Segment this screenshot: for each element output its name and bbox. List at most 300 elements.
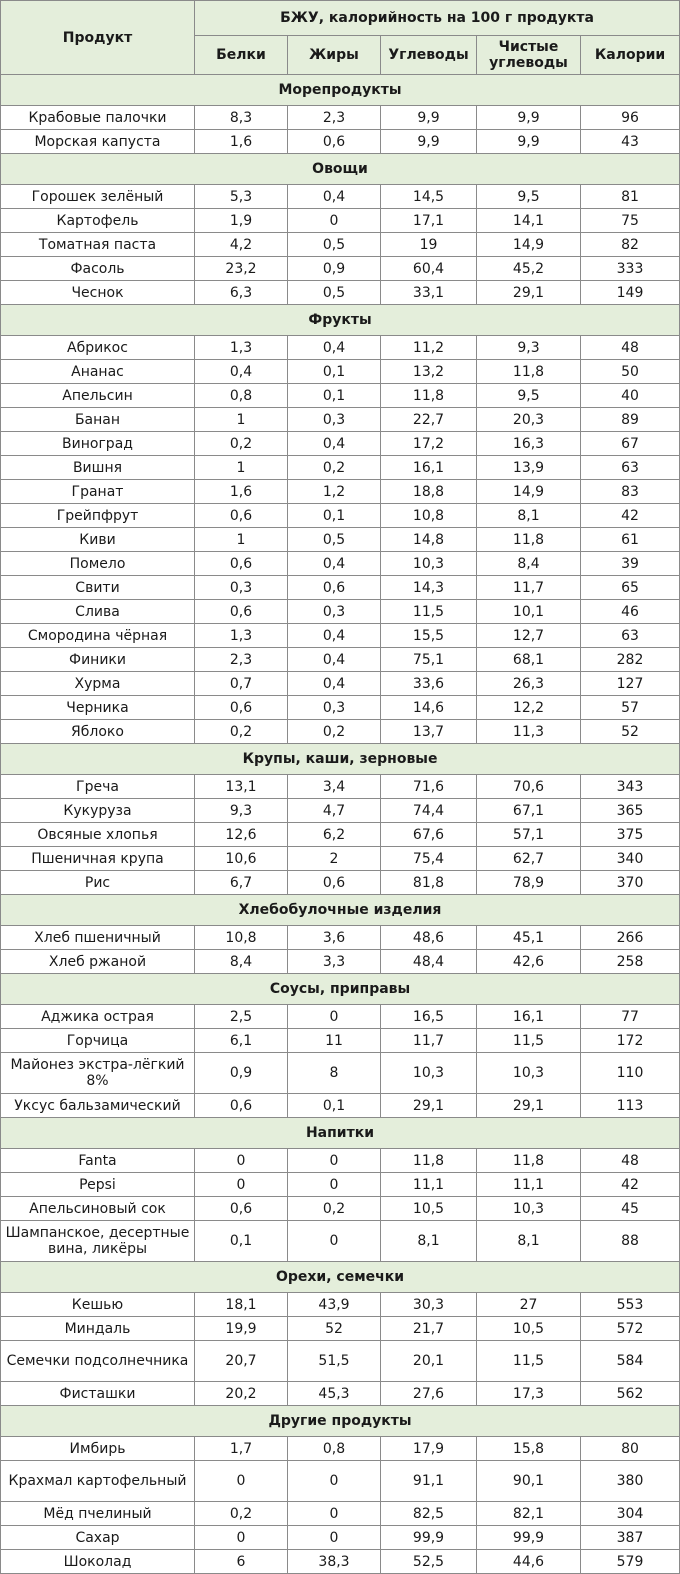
table-row [1,257,680,281]
net-carbs-cell: 62,7 [477,847,581,871]
section-row [1,974,680,1005]
carbs-cell: 16,1 [381,456,477,480]
protein-cell: 9,3 [195,799,288,823]
carbs-cell: 15,5 [381,624,477,648]
product-name-cell: Греча [1,775,195,799]
carbs-cell: 16,5 [381,1005,477,1029]
table-row [1,1341,680,1382]
carbs-cell: 22,7 [381,408,477,432]
fat-cell: 6,2 [288,823,381,847]
fat-cell: 0,3 [288,696,381,720]
carbs-cell: 8,1 [381,1221,477,1262]
calories-cell: 81 [581,185,680,209]
product-name-cell: Хлеб пшеничный [1,926,195,950]
protein-cell: 1,3 [195,624,288,648]
header-net-carbs: Чистые углеводы [477,36,581,75]
protein-cell: 0,7 [195,672,288,696]
calories-cell: 63 [581,624,680,648]
net-carbs-cell: 14,1 [477,209,581,233]
fat-cell: 0,4 [288,432,381,456]
net-carbs-cell: 29,1 [477,1094,581,1118]
protein-cell: 8,3 [195,106,288,130]
product-name-cell: Pepsi [1,1173,195,1197]
carbs-cell: 17,2 [381,432,477,456]
calories-cell: 42 [581,1173,680,1197]
product-name-cell: Смородина чёрная [1,624,195,648]
product-name-cell: Банан [1,408,195,432]
product-name-cell: Гранат [1,480,195,504]
fat-cell: 0,1 [288,1094,381,1118]
fat-cell: 51,5 [288,1341,381,1382]
calories-cell: 375 [581,823,680,847]
table-row [1,480,680,504]
calories-cell: 89 [581,408,680,432]
fat-cell: 3,4 [288,775,381,799]
net-carbs-cell: 68,1 [477,648,581,672]
protein-cell: 10,6 [195,847,288,871]
table-row [1,185,680,209]
fat-cell: 0,5 [288,281,381,305]
header-product: Продукт [1,1,195,75]
carbs-cell: 11,7 [381,1029,477,1053]
calories-cell: 304 [581,1502,680,1526]
net-carbs-cell: 12,2 [477,696,581,720]
product-name-cell: Томатная паста [1,233,195,257]
net-carbs-cell: 29,1 [477,281,581,305]
fat-cell: 38,3 [288,1550,381,1574]
protein-cell: 6,1 [195,1029,288,1053]
calories-cell: 46 [581,600,680,624]
calories-cell: 83 [581,480,680,504]
carbs-cell: 52,5 [381,1550,477,1574]
calories-cell: 67 [581,432,680,456]
product-name-cell: Крахмал картофельный [1,1461,195,1502]
net-carbs-cell: 11,8 [477,528,581,552]
carbs-cell: 10,3 [381,1053,477,1094]
protein-cell: 6,7 [195,871,288,895]
net-carbs-cell: 16,3 [477,432,581,456]
protein-cell: 0,2 [195,432,288,456]
section-row [1,1262,680,1293]
fat-cell: 0,5 [288,233,381,257]
product-name-cell: Виноград [1,432,195,456]
section-title: Овощи [1,154,680,185]
protein-cell: 0 [195,1173,288,1197]
net-carbs-cell: 11,1 [477,1173,581,1197]
carbs-cell: 60,4 [381,257,477,281]
fat-cell: 0,6 [288,130,381,154]
table-row [1,233,680,257]
fat-cell: 8 [288,1053,381,1094]
protein-cell: 10,8 [195,926,288,950]
carbs-cell: 13,2 [381,360,477,384]
net-carbs-cell: 27 [477,1293,581,1317]
protein-cell: 18,1 [195,1293,288,1317]
carbs-cell: 10,5 [381,1197,477,1221]
product-name-cell: Апельсин [1,384,195,408]
net-carbs-cell: 67,1 [477,799,581,823]
calories-cell: 340 [581,847,680,871]
calories-cell: 96 [581,106,680,130]
protein-cell: 12,6 [195,823,288,847]
fat-cell: 45,3 [288,1382,381,1406]
calories-cell: 45 [581,1197,680,1221]
carbs-cell: 14,3 [381,576,477,600]
table-row [1,1437,680,1461]
calories-cell: 579 [581,1550,680,1574]
protein-cell: 0,1 [195,1221,288,1262]
protein-cell: 19,9 [195,1317,288,1341]
net-carbs-cell: 9,9 [477,130,581,154]
product-name-cell: Яблоко [1,720,195,744]
table-row [1,432,680,456]
protein-cell: 13,1 [195,775,288,799]
fat-cell: 0 [288,1149,381,1173]
fat-cell: 2,3 [288,106,381,130]
product-name-cell: Мёд пчелиный [1,1502,195,1526]
protein-cell: 0 [195,1526,288,1550]
carbs-cell: 10,8 [381,504,477,528]
carbs-cell: 11,5 [381,600,477,624]
protein-cell: 0,6 [195,600,288,624]
protein-cell: 6 [195,1550,288,1574]
carbs-cell: 14,6 [381,696,477,720]
section-row [1,154,680,185]
calories-cell: 553 [581,1293,680,1317]
fat-cell: 0,8 [288,1437,381,1461]
protein-cell: 1,6 [195,130,288,154]
calories-cell: 584 [581,1341,680,1382]
carbs-cell: 19 [381,233,477,257]
net-carbs-cell: 12,7 [477,624,581,648]
product-name-cell: Ананас [1,360,195,384]
net-carbs-cell: 13,9 [477,456,581,480]
product-name-cell: Крабовые палочки [1,106,195,130]
table-row [1,1293,680,1317]
fat-cell: 0 [288,1461,381,1502]
table-row [1,281,680,305]
table-row [1,384,680,408]
product-name-cell: Fanta [1,1149,195,1173]
net-carbs-cell: 15,8 [477,1437,581,1461]
net-carbs-cell: 9,3 [477,336,581,360]
carbs-cell: 48,6 [381,926,477,950]
table-row [1,1317,680,1341]
table-row [1,1550,680,1574]
table-row [1,528,680,552]
product-name-cell: Рис [1,871,195,895]
product-name-cell: Киви [1,528,195,552]
net-carbs-cell: 8,4 [477,552,581,576]
protein-cell: 4,2 [195,233,288,257]
table-row [1,360,680,384]
table-row [1,600,680,624]
protein-cell: 0,6 [195,552,288,576]
fat-cell: 2 [288,847,381,871]
table-row [1,1094,680,1118]
header-group: БЖУ, калорийность на 100 г продукта [195,1,680,36]
table-row [1,1005,680,1029]
calories-cell: 42 [581,504,680,528]
table-row [1,576,680,600]
table-row [1,775,680,799]
table-row [1,504,680,528]
section-title: Крупы, каши, зерновые [1,744,680,775]
table-row [1,1053,680,1094]
table-row [1,1526,680,1550]
product-name-cell: Хлеб ржаной [1,950,195,974]
calories-cell: 380 [581,1461,680,1502]
protein-cell: 0,6 [195,696,288,720]
table-row [1,799,680,823]
net-carbs-cell: 42,6 [477,950,581,974]
protein-cell: 0,2 [195,720,288,744]
fat-cell: 0,3 [288,408,381,432]
calories-cell: 75 [581,209,680,233]
table-row [1,648,680,672]
carbs-cell: 33,1 [381,281,477,305]
table-row [1,672,680,696]
net-carbs-cell: 8,1 [477,1221,581,1262]
protein-cell: 0,3 [195,576,288,600]
table-row [1,408,680,432]
table-row [1,823,680,847]
protein-cell: 0,2 [195,1502,288,1526]
header-calories: Калории [581,36,680,75]
product-name-cell: Хурма [1,672,195,696]
product-name-cell: Черника [1,696,195,720]
table-row [1,926,680,950]
section-title: Другие продукты [1,1406,680,1437]
table-row [1,1173,680,1197]
fat-cell: 0 [288,209,381,233]
protein-cell: 0,8 [195,384,288,408]
fat-cell: 0,4 [288,552,381,576]
table-row [1,1502,680,1526]
header-carbs: Углеводы [381,36,477,75]
table-row [1,720,680,744]
carbs-cell: 27,6 [381,1382,477,1406]
product-name-cell: Апельсиновый сок [1,1197,195,1221]
product-name-cell: Свити [1,576,195,600]
table-row [1,624,680,648]
protein-cell: 20,2 [195,1382,288,1406]
section-title: Напитки [1,1118,680,1149]
product-name-cell: Аджика острая [1,1005,195,1029]
protein-cell: 0,4 [195,360,288,384]
net-carbs-cell: 16,1 [477,1005,581,1029]
carbs-cell: 33,6 [381,672,477,696]
product-name-cell: Горошек зелёный [1,185,195,209]
net-carbs-cell: 8,1 [477,504,581,528]
carbs-cell: 21,7 [381,1317,477,1341]
fat-cell: 0,2 [288,456,381,480]
carbs-cell: 17,1 [381,209,477,233]
calories-cell: 333 [581,257,680,281]
table-row [1,552,680,576]
net-carbs-cell: 10,3 [477,1197,581,1221]
table-row [1,1461,680,1502]
calories-cell: 48 [581,1149,680,1173]
fat-cell: 0,4 [288,624,381,648]
section-title: Орехи, семечки [1,1262,680,1293]
net-carbs-cell: 9,9 [477,106,581,130]
carbs-cell: 10,3 [381,552,477,576]
protein-cell: 1 [195,456,288,480]
calories-cell: 43 [581,130,680,154]
fat-cell: 0 [288,1526,381,1550]
fat-cell: 0,4 [288,185,381,209]
table-row [1,106,680,130]
protein-cell: 1,6 [195,480,288,504]
header-fat: Жиры [288,36,381,75]
table-row [1,1382,680,1406]
protein-cell: 0 [195,1461,288,1502]
net-carbs-cell: 20,3 [477,408,581,432]
calories-cell: 127 [581,672,680,696]
net-carbs-cell: 78,9 [477,871,581,895]
fat-cell: 0,1 [288,384,381,408]
carbs-cell: 91,1 [381,1461,477,1502]
calories-cell: 282 [581,648,680,672]
fat-cell: 52 [288,1317,381,1341]
fat-cell: 0,2 [288,720,381,744]
calories-cell: 57 [581,696,680,720]
carbs-cell: 75,4 [381,847,477,871]
fat-cell: 0 [288,1173,381,1197]
fat-cell: 0,9 [288,257,381,281]
net-carbs-cell: 9,5 [477,384,581,408]
product-name-cell: Чеснок [1,281,195,305]
product-name-cell: Миндаль [1,1317,195,1341]
protein-cell: 0,6 [195,504,288,528]
protein-cell: 20,7 [195,1341,288,1382]
section-title: Соусы, приправы [1,974,680,1005]
calories-cell: 82 [581,233,680,257]
net-carbs-cell: 26,3 [477,672,581,696]
table-row [1,209,680,233]
fat-cell: 11 [288,1029,381,1053]
net-carbs-cell: 11,5 [477,1341,581,1382]
calories-cell: 266 [581,926,680,950]
net-carbs-cell: 11,7 [477,576,581,600]
product-name-cell: Фисташки [1,1382,195,1406]
calories-cell: 48 [581,336,680,360]
product-name-cell: Горчица [1,1029,195,1053]
table-row [1,1197,680,1221]
section-row [1,895,680,926]
carbs-cell: 82,5 [381,1502,477,1526]
fat-cell: 3,3 [288,950,381,974]
carbs-cell: 9,9 [381,130,477,154]
fat-cell: 43,9 [288,1293,381,1317]
product-name-cell: Майонез экстра-лёгкий 8% [1,1053,195,1094]
protein-cell: 8,4 [195,950,288,974]
fat-cell: 0,6 [288,576,381,600]
protein-cell: 1,9 [195,209,288,233]
net-carbs-cell: 70,6 [477,775,581,799]
net-carbs-cell: 44,6 [477,1550,581,1574]
section-title: Хлебобулочные изделия [1,895,680,926]
product-name-cell: Уксус бальзамический [1,1094,195,1118]
carbs-cell: 67,6 [381,823,477,847]
protein-cell: 1,7 [195,1437,288,1461]
carbs-cell: 74,4 [381,799,477,823]
net-carbs-cell: 45,1 [477,926,581,950]
product-name-cell: Картофель [1,209,195,233]
table-row [1,1149,680,1173]
table-row [1,696,680,720]
fat-cell: 0,6 [288,871,381,895]
product-name-cell: Абрикос [1,336,195,360]
table-row [1,336,680,360]
fat-cell: 0,5 [288,528,381,552]
carbs-cell: 99,9 [381,1526,477,1550]
carbs-cell: 71,6 [381,775,477,799]
fat-cell: 4,7 [288,799,381,823]
section-row [1,75,680,106]
carbs-cell: 11,2 [381,336,477,360]
protein-cell: 0,6 [195,1197,288,1221]
fat-cell: 0,1 [288,360,381,384]
product-name-cell: Сахар [1,1526,195,1550]
carbs-cell: 14,8 [381,528,477,552]
section-title: Фрукты [1,305,680,336]
table-row [1,847,680,871]
fat-cell: 0,4 [288,672,381,696]
calories-cell: 149 [581,281,680,305]
table-row [1,456,680,480]
carbs-cell: 20,1 [381,1341,477,1382]
protein-cell: 6,3 [195,281,288,305]
table-row [1,950,680,974]
product-name-cell: Шоколад [1,1550,195,1574]
protein-cell: 1,3 [195,336,288,360]
calories-cell: 258 [581,950,680,974]
calories-cell: 40 [581,384,680,408]
calories-cell: 61 [581,528,680,552]
calories-cell: 63 [581,456,680,480]
product-name-cell: Имбирь [1,1437,195,1461]
product-name-cell: Грейпфрут [1,504,195,528]
carbs-cell: 48,4 [381,950,477,974]
net-carbs-cell: 10,3 [477,1053,581,1094]
protein-cell: 2,5 [195,1005,288,1029]
net-carbs-cell: 11,8 [477,1149,581,1173]
carbs-cell: 11,1 [381,1173,477,1197]
calories-cell: 343 [581,775,680,799]
carbs-cell: 13,7 [381,720,477,744]
net-carbs-cell: 11,5 [477,1029,581,1053]
fat-cell: 0,4 [288,336,381,360]
net-carbs-cell: 14,9 [477,480,581,504]
fat-cell: 0 [288,1502,381,1526]
calories-cell: 65 [581,576,680,600]
product-name-cell: Слива [1,600,195,624]
section-row [1,744,680,775]
net-carbs-cell: 45,2 [477,257,581,281]
net-carbs-cell: 11,8 [477,360,581,384]
section-row [1,305,680,336]
section-row [1,1118,680,1149]
calories-cell: 50 [581,360,680,384]
calories-cell: 113 [581,1094,680,1118]
carbs-cell: 30,3 [381,1293,477,1317]
net-carbs-cell: 90,1 [477,1461,581,1502]
calories-cell: 387 [581,1526,680,1550]
protein-cell: 5,3 [195,185,288,209]
table-row [1,1029,680,1053]
